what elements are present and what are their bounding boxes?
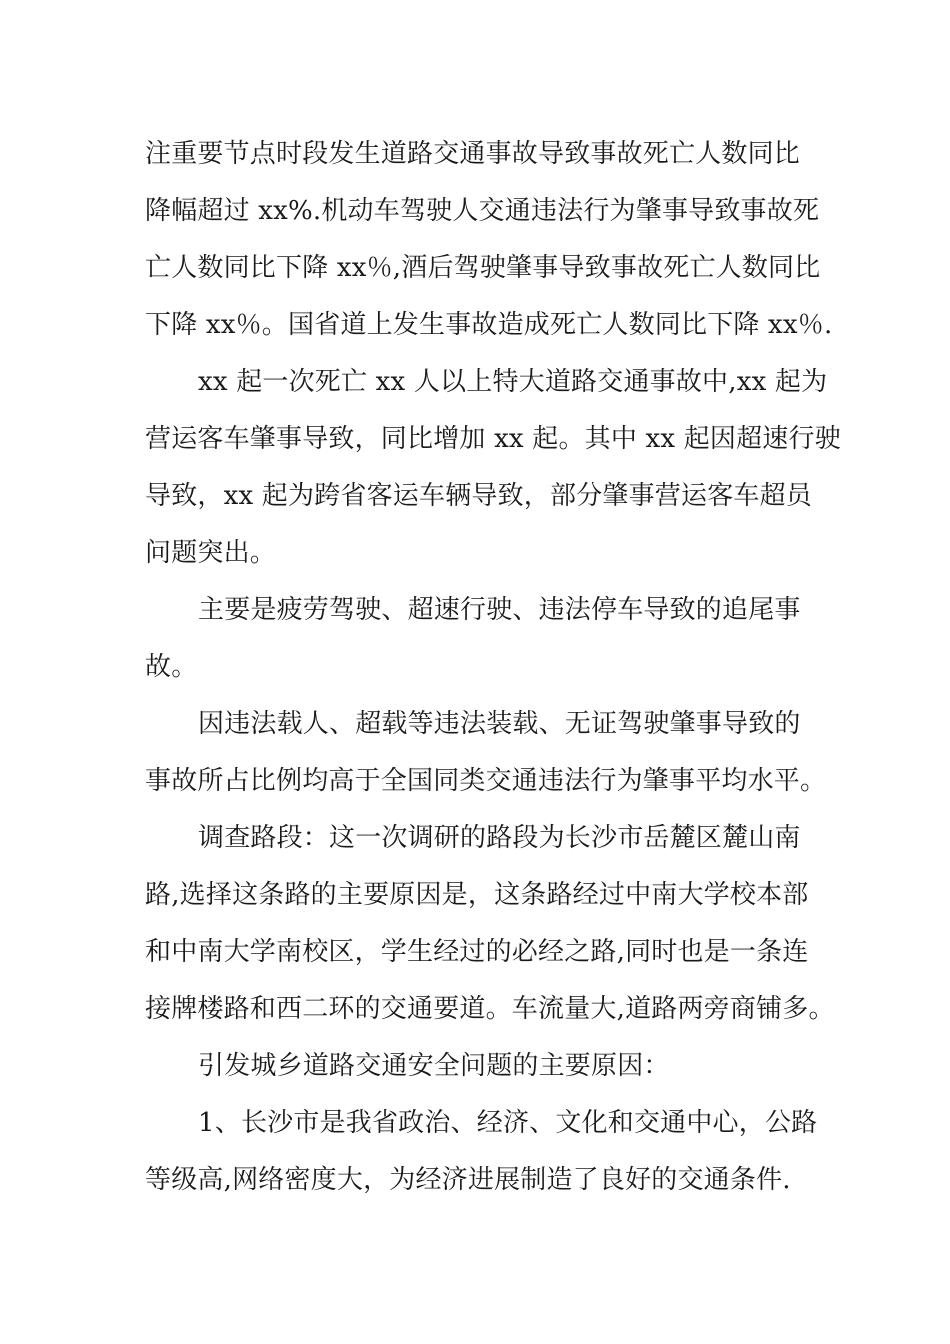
text-line: 导致，xx 起为跨省客运车辆导致，部分肇事营运客车超员 <box>145 481 812 511</box>
text-line: 事故所占比例均高于全国同类交通违法行为肇事平均水平。 <box>145 766 827 796</box>
text-line: 亡人数同比下降 xx％,酒后驾驶肇事导致事故死亡人数同比 <box>145 253 821 283</box>
text-line: 主要是疲劳驾驶、超速行驶、违法停车导致的追尾事 <box>198 595 801 625</box>
text-line: 引发城乡道路交通安全问题的主要原因： <box>198 1051 670 1081</box>
text-line: 等级高,网络密度大，为经济进展制造了良好的交通条件. <box>145 1165 791 1195</box>
text-line: 降幅超过 xx%.机动车驾驶人交通违法行为肇事导致事故死 <box>145 196 820 226</box>
text-line: 注重要节点时段发生道路交通事故导致事故死亡人数同比 <box>145 139 801 169</box>
text-line: 接牌楼路和西二环的交通要道。车流量大,道路两旁商铺多。 <box>145 994 835 1024</box>
text-line: 和中南大学南校区，学生经过的必经之路,同时也是一条连 <box>145 937 809 967</box>
text-line: 路,选择这条路的主要原因是，这条路经过中南大学校本部 <box>145 880 809 910</box>
text-line: xx 起一次死亡 xx 人以上特大道路交通事故中,xx 起为 <box>198 367 828 397</box>
text-line: 因违法载人、超载等违法装载、无证驾驶肇事导致的 <box>198 709 801 739</box>
text-line: 问题突出。 <box>145 538 277 568</box>
text-line: 1、长沙市是我省政治、经济、文化和交通中心，公路 <box>198 1108 818 1138</box>
text-line: 营运客车肇事导致，同比增加 xx 起。其中 xx 起因超速行驶 <box>145 424 841 454</box>
text-line: 下降 xx％。国省道上发生事故造成死亡人数同比下降 xx％. <box>145 310 833 340</box>
text-line: 故。 <box>145 652 198 682</box>
text-line: 调查路段：这一次调研的路段为长沙市岳麓区麓山南 <box>198 823 801 853</box>
